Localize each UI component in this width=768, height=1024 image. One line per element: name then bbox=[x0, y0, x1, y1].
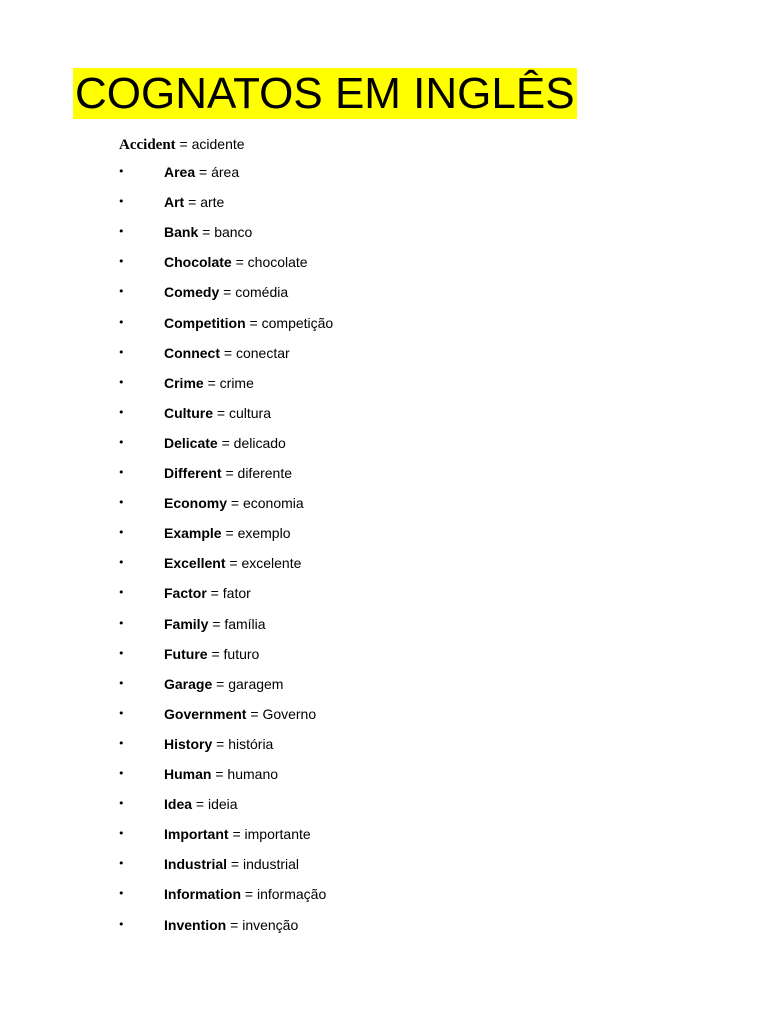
bullet-icon: • bbox=[118, 375, 125, 389]
bullet-icon: • bbox=[118, 616, 125, 630]
list-item bbox=[0, 493, 700, 513]
list-item bbox=[0, 282, 700, 302]
list-item bbox=[0, 884, 700, 904]
list-item bbox=[0, 433, 700, 453]
page-title: COGNATOS EM INGLÊS bbox=[75, 69, 575, 118]
entry-translation: diferente bbox=[237, 465, 293, 481]
list-item bbox=[0, 644, 700, 664]
bullet-icon: • bbox=[118, 797, 125, 811]
entry-separator: = bbox=[241, 886, 257, 903]
entry-translation: Governo bbox=[262, 705, 317, 722]
entry-translation: cultura bbox=[228, 404, 271, 421]
entry-separator: = bbox=[220, 344, 236, 361]
entry-term: Comedy bbox=[164, 284, 220, 301]
entry-separator: = bbox=[212, 735, 229, 752]
entry-separator: = bbox=[226, 916, 243, 933]
entry-translation: competição bbox=[261, 314, 334, 331]
entry-separator: = bbox=[228, 826, 245, 843]
entry-term: Invention bbox=[164, 916, 227, 933]
entry-term: Bank bbox=[164, 224, 199, 241]
entry-translation: exemplo bbox=[237, 525, 291, 542]
entry-separator: = bbox=[207, 645, 224, 662]
entry-translation: acidente bbox=[191, 136, 245, 152]
list-item bbox=[0, 523, 700, 543]
entry-translation: família bbox=[224, 615, 266, 632]
entry-separator: = bbox=[246, 705, 263, 722]
list-item bbox=[0, 553, 700, 573]
entry-text bbox=[164, 313, 333, 333]
entry-term: Excellent bbox=[164, 555, 226, 572]
bullet-icon: • bbox=[118, 917, 125, 931]
entry-translation: área bbox=[211, 164, 240, 180]
entry-term: Accident bbox=[119, 137, 176, 153]
entry-term: Human bbox=[164, 766, 212, 782]
bullet-icon: • bbox=[118, 225, 125, 239]
list-item bbox=[0, 674, 700, 694]
entry-term: Future bbox=[164, 645, 208, 662]
entry-separator: = bbox=[184, 194, 201, 211]
entry-text bbox=[164, 854, 299, 874]
list-item bbox=[0, 794, 700, 814]
entry-translation: conectar bbox=[235, 344, 290, 361]
list-item bbox=[0, 252, 700, 272]
entry-separator: = bbox=[231, 254, 248, 271]
bullet-icon: • bbox=[118, 285, 125, 299]
entry-term: Culture bbox=[164, 404, 213, 421]
bullet-icon: • bbox=[118, 405, 125, 419]
entry-term: Chocolate bbox=[164, 254, 232, 271]
entry-text bbox=[164, 794, 238, 814]
entry-translation: história bbox=[228, 735, 274, 752]
entry-separator: = bbox=[203, 374, 220, 391]
list-item bbox=[0, 313, 700, 333]
entry-term: Idea bbox=[164, 796, 193, 813]
list-item bbox=[0, 162, 700, 182]
entry-separator: = bbox=[221, 525, 238, 542]
entry-text bbox=[164, 764, 278, 784]
entry-term: Industrial bbox=[164, 856, 228, 873]
entry-text bbox=[164, 553, 301, 573]
list-item bbox=[0, 734, 700, 754]
bullet-icon: • bbox=[118, 556, 125, 570]
list-item bbox=[0, 222, 700, 242]
entry-separator: = bbox=[227, 856, 243, 873]
list-item bbox=[0, 824, 700, 844]
entry-separator: = bbox=[195, 164, 212, 180]
list-item bbox=[0, 704, 700, 724]
bullet-icon: • bbox=[118, 767, 125, 780]
entry-term: Delicate bbox=[164, 434, 218, 451]
entry-text bbox=[164, 162, 239, 182]
entry-text bbox=[164, 824, 311, 844]
entry-separator: = bbox=[175, 136, 192, 152]
bullet-icon: • bbox=[118, 255, 125, 269]
bullet-icon: • bbox=[118, 736, 125, 750]
entry-text bbox=[164, 674, 283, 694]
entry-text bbox=[164, 614, 266, 634]
bullet-icon: • bbox=[118, 496, 125, 510]
entry-term: Important bbox=[164, 826, 229, 843]
entry-term: Different bbox=[164, 465, 222, 481]
entry-translation: banco bbox=[214, 224, 253, 241]
entry-text bbox=[164, 403, 271, 423]
entry-text bbox=[164, 915, 298, 935]
bullet-icon: • bbox=[118, 586, 125, 600]
bullet-icon: • bbox=[118, 646, 125, 660]
bullet-icon: • bbox=[118, 526, 125, 540]
list-item bbox=[0, 192, 700, 212]
entry-text bbox=[164, 884, 326, 904]
bullet-icon: • bbox=[118, 887, 125, 901]
entry-term: Crime bbox=[164, 374, 204, 391]
entry-translation: excelente bbox=[241, 555, 302, 572]
entry-term: Art bbox=[164, 194, 185, 211]
entry-term: Garage bbox=[164, 675, 213, 692]
entry-translation: informação bbox=[256, 886, 327, 903]
entry-translation: chocolate bbox=[247, 254, 308, 271]
list-item bbox=[0, 373, 700, 393]
entry-separator: = bbox=[227, 495, 243, 512]
bullet-icon: • bbox=[118, 676, 125, 690]
entry-text bbox=[164, 282, 288, 302]
entry-text bbox=[164, 644, 259, 664]
entry-term: History bbox=[164, 735, 213, 752]
entry-term: Connect bbox=[164, 344, 220, 361]
list-item bbox=[0, 343, 700, 363]
entry-separator: = bbox=[219, 284, 236, 301]
entry-term: Factor bbox=[164, 585, 207, 602]
entry-separator: = bbox=[217, 434, 234, 451]
list-item bbox=[0, 463, 700, 483]
entry-term: Competition bbox=[164, 314, 246, 331]
bullet-icon: • bbox=[118, 165, 125, 178]
entry-text bbox=[164, 252, 308, 272]
entry-translation: importante bbox=[244, 826, 311, 843]
list-item bbox=[0, 915, 700, 935]
entry-text bbox=[164, 343, 290, 363]
entry-text bbox=[164, 192, 224, 212]
entry-separator: = bbox=[221, 465, 238, 481]
entry-text bbox=[164, 734, 273, 754]
entry-separator: = bbox=[213, 404, 229, 421]
entry-separator: = bbox=[192, 796, 208, 813]
bullet-icon: • bbox=[118, 706, 125, 720]
bullet-icon: • bbox=[118, 466, 125, 479]
bullet-icon: • bbox=[118, 435, 125, 449]
bullet-icon: • bbox=[118, 315, 125, 329]
entry-text bbox=[164, 433, 286, 453]
entry-translation: delicado bbox=[233, 434, 286, 451]
entry-term: Economy bbox=[164, 495, 228, 512]
entry-term: Information bbox=[164, 886, 241, 903]
entry-separator: = bbox=[198, 224, 215, 241]
entry-translation: economia bbox=[242, 495, 304, 512]
entry-translation: arte bbox=[200, 194, 225, 211]
list-item bbox=[0, 583, 700, 603]
entry-translation: industrial bbox=[242, 856, 300, 873]
entry-separator: = bbox=[208, 615, 225, 632]
bullet-icon: • bbox=[118, 195, 125, 209]
entry-translation: futuro bbox=[223, 645, 260, 662]
entry-translation: crime bbox=[219, 374, 254, 391]
entry-text bbox=[164, 583, 251, 603]
entry-text bbox=[164, 222, 252, 242]
entry-term: Government bbox=[164, 705, 247, 722]
entry-term: Example bbox=[164, 525, 222, 542]
entry-separator: = bbox=[206, 585, 223, 602]
list-item bbox=[0, 764, 700, 784]
entry-term: Area bbox=[164, 164, 196, 180]
entry-text bbox=[164, 704, 316, 724]
entry-separator: = bbox=[245, 314, 262, 331]
list-item bbox=[0, 614, 700, 634]
entry-translation: comédia bbox=[235, 284, 289, 301]
entry-text bbox=[164, 523, 290, 543]
entry-text bbox=[164, 493, 304, 513]
bullet-icon: • bbox=[118, 827, 125, 841]
entry-term: Family bbox=[164, 615, 209, 632]
entry-separator: = bbox=[211, 766, 228, 782]
entry-text bbox=[164, 373, 254, 393]
entry-translation: invenção bbox=[242, 916, 299, 933]
list-item bbox=[0, 403, 700, 423]
entry-translation: fator bbox=[222, 585, 251, 602]
entry-text bbox=[164, 463, 292, 483]
entry-separator: = bbox=[212, 675, 229, 692]
list-item bbox=[0, 854, 700, 874]
entry-translation: garagem bbox=[228, 675, 284, 692]
entry-translation: ideia bbox=[207, 796, 238, 813]
entry-separator: = bbox=[225, 555, 242, 572]
entry-translation: humano bbox=[227, 766, 279, 782]
bullet-icon: • bbox=[118, 857, 125, 871]
bullet-icon: • bbox=[118, 345, 125, 359]
